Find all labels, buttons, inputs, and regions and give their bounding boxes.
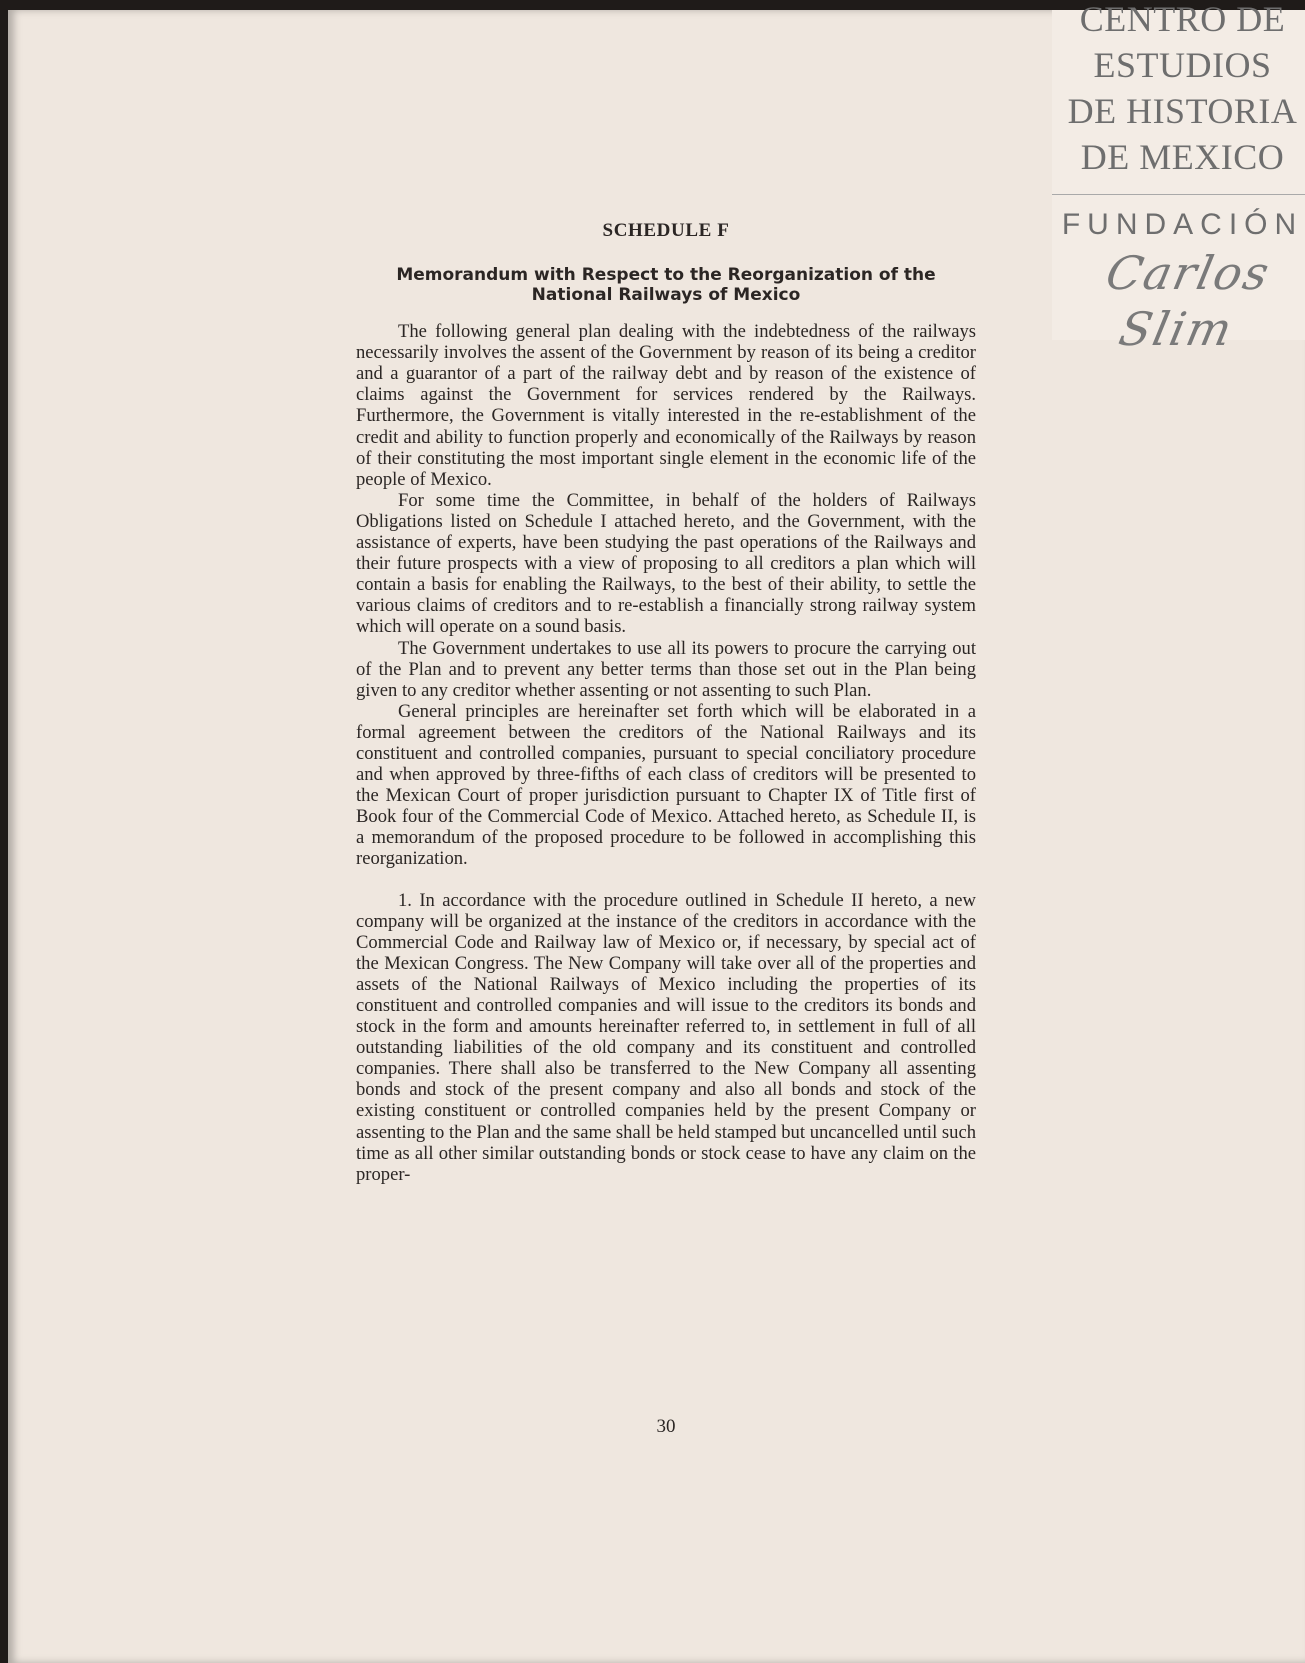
- archive-watermark: [1052, 0, 1305, 356]
- memorandum-title-line-1: Memorandum with Respect to the Reorganization of the: [396, 265, 936, 286]
- watermark-line-2: ESTUDIOS: [1093, 45, 1272, 85]
- paragraph-1: The following general plan dealing with the indebtedness of the railways necessarily involves the assent of the Government by reason of its being a creditor and a guarantor of a part of the railway debt and by reason of the existence of claims against the Government for services rendered by the Railways. Furthermore, the Government is vitally interested in the re-establishment of the credit and ability to function properly and economically of the Railways by reason of their constituting the most important single element in the economic life of the people of Mexico.: [356, 321, 976, 490]
- memorandum-title-line-2: National Railways of Mexico: [531, 285, 801, 306]
- page-number: 30: [656, 1416, 676, 1437]
- document-page: [8, 0, 1305, 1663]
- watermark-foundation: FUNDACIÓN: [1061, 208, 1304, 241]
- schedule-heading: SCHEDULE F: [602, 220, 730, 241]
- watermark-line-4: DE MEXICO: [1080, 137, 1285, 177]
- paragraph-2: For some time the Committee, in behalf of the holders of Railways Obligations listed on Schedule I attached hereto, and the Government, with the assistance of experts, have been studying the past operations of the Railways and their future prospects with a view of proposing to all creditors a plan which will contain a basis for enabling the Railways, to the best of their ability, to settle the various claims of creditors and to re-establish a financially strong railway system which will operate on a sound basis.: [356, 489, 976, 638]
- paragraph-section-1: 1. In accordance with the procedure outlined in Schedule II hereto, a new company will be organized at the instance of the creditors in accordance with the Commercial Code and Railway law of Mexico or, if necessary, by special act of the Mexican Congress. The New Company will take over all of the properties and assets of the National Railways of Mexico including the properties of its constituent and controlled companies and will issue to the creditors its bonds and stock in the form and amounts hereinafter referred to, in settlement in full of all outstanding liabilities of the old company and its constituent and controlled companies. There shall also be transferred to the New Company all assenting bonds and stock of the present company and also all bonds and stock of the existing constituent or controlled companies held by the present Company or assenting to the Plan and the same shall be held stamped but uncancelled until such time as all other similar outstanding bonds or stock cease to have any claim on the proper-: [356, 889, 976, 1185]
- watermark-line-1: CENTRO DE: [1079, 0, 1286, 39]
- memorandum-title: [356, 265, 976, 305]
- watermark-line-3: DE HISTORIA: [1067, 91, 1298, 131]
- document-body: [356, 220, 976, 1437]
- paragraph-4: General principles are hereinafter set forth which will be elaborated in a formal agreement between the creditors of the National Railways and its constituent and controlled companies, pursuant to special conciliatory procedure and when approved by three-fifths of each class of creditors will be presented to the Mexican Court of proper jurisdiction pursuant to Chapter IX of Title first of Book four of the Commercial Code of Mexico. Attached hereto, as Schedule II, is a memorandum of the proposed procedure to be followed in accomplishing this reorganization.: [356, 700, 976, 870]
- watermark-divider: [1052, 194, 1305, 195]
- paragraph-3: The Government undertakes to use all its powers to procure the carrying out of the Plan and to prevent any better terms than those set out in the Plan being given to any creditor whether assenting or not assenting to such Plan.: [356, 637, 976, 701]
- watermark-signature: Carlos Slim: [1101, 246, 1276, 356]
